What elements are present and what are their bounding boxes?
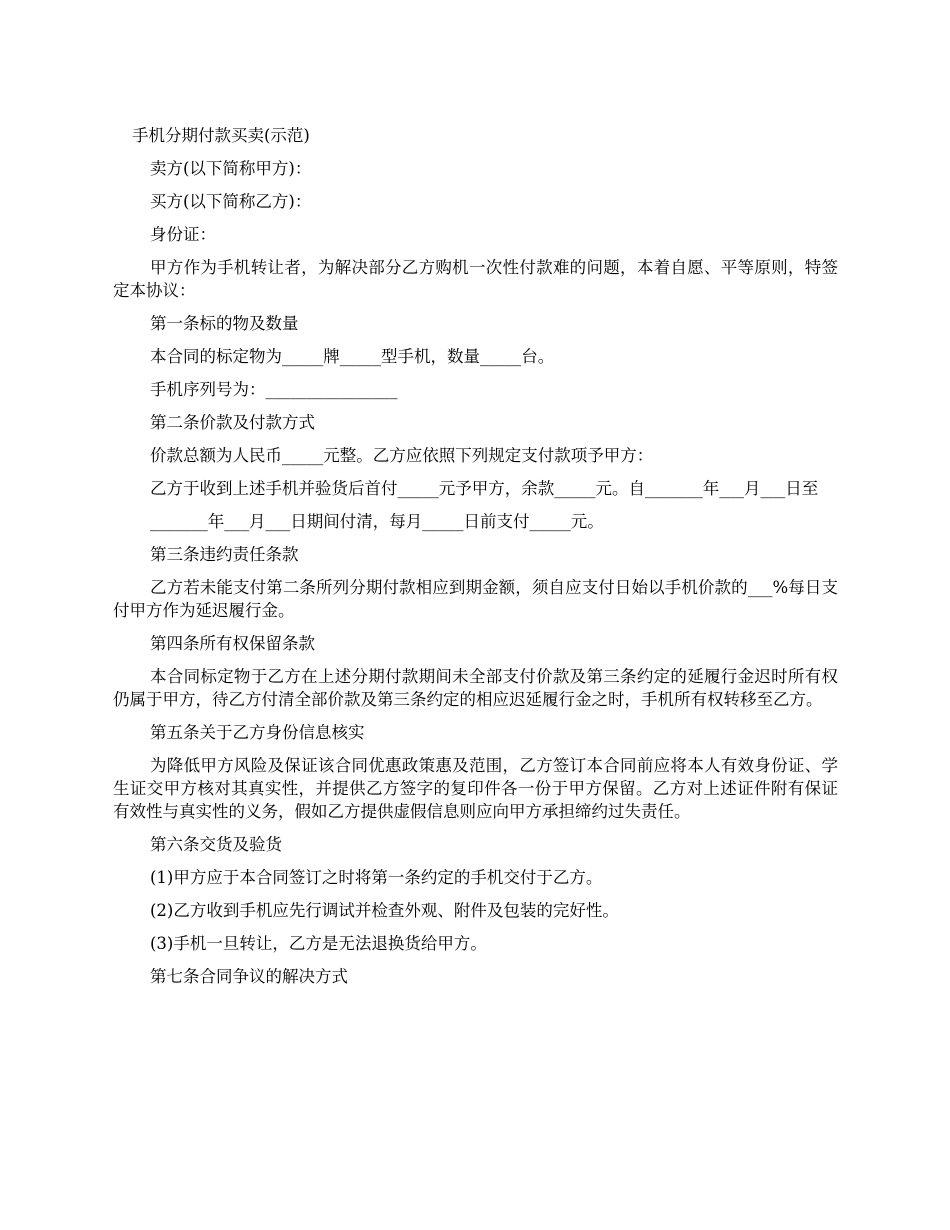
- article-7-heading: 第七条合同争议的解决方式: [150, 967, 348, 986]
- article-3-heading: 第三条违约责任条款: [150, 545, 299, 564]
- article-6-item-3: (3)手机一旦转让，乙方是无法退换货给甲方。: [150, 934, 487, 953]
- document-title: 手机分期付款买卖(示范): [132, 126, 310, 145]
- article-6-heading: 第六条交货及验货: [150, 835, 282, 854]
- seller-line: 卖方(以下简称甲方)：: [150, 159, 312, 178]
- article-6-item-1: (1)甲方应于本合同签订之时将第一条约定的手机交付于乙方。: [150, 868, 603, 887]
- article-5-body: 为降低甲方风险及保证该合同优惠政策惠及范围，乙方签订本合同前应将本人有效身份证、学生证交甲方核对其真实性，并提供乙方签字的复印件各一份于甲方保留。乙方对上述证件附有保证有效性与真实性的义务，假如乙方提供虚假信息则应向甲方承担缔约过失责任。: [113, 756, 838, 821]
- article-2-total: 价款总额为人民币_____元整。乙方应依照下列规定支付款项予甲方：: [150, 446, 654, 465]
- article-2-heading: 第二条价款及付款方式: [150, 413, 315, 432]
- document-page: [113, 124, 838, 988]
- buyer-line: 买方(以下简称乙方)：: [150, 192, 312, 211]
- article-4-body: 本合同标定物于乙方在上述分期付款期间未全部支付价款及第三条约定的延履行金迟时所有权仍属于甲方，待乙方付清全部价款及第三条约定的相应迟延履行金之时，手机所有权转移至乙方。: [113, 667, 838, 709]
- article-1-heading: 第一条标的物及数量: [150, 314, 299, 333]
- article-2-period: _______年___月___日期间付清，每月_____日前支付_____元。: [150, 512, 604, 531]
- article-4-heading: 第四条所有权保留条款: [150, 634, 315, 653]
- preamble-paragraph: 甲方作为手机转让者，为解决部分乙方购机一次性付款难的问题，本着自愿、平等原则，特签定本协议：: [113, 258, 838, 300]
- article-3-body: 乙方若未能支付第二条所列分期付款相应到期金额，须自应支付日始以手机价款的___%每日支付甲方作为延迟履行金。: [113, 578, 838, 620]
- article-1-subject: 本合同的标定物为_____牌_____型手机，数量_____台。: [150, 347, 555, 366]
- article-5-heading: 第五条关于乙方身份信息核实: [150, 723, 365, 742]
- id-card-line: 身份证：: [150, 225, 216, 244]
- article-2-installment: 乙方于收到上述手机并验货后首付_____元予甲方，余款_____元。自_______年___月___日至: [150, 479, 819, 498]
- article-1-serial: 手机序列号为：________________: [150, 380, 398, 399]
- article-6-item-2: (2)乙方收到手机应先行调试并检查外观、附件及包装的完好性。: [150, 901, 619, 920]
